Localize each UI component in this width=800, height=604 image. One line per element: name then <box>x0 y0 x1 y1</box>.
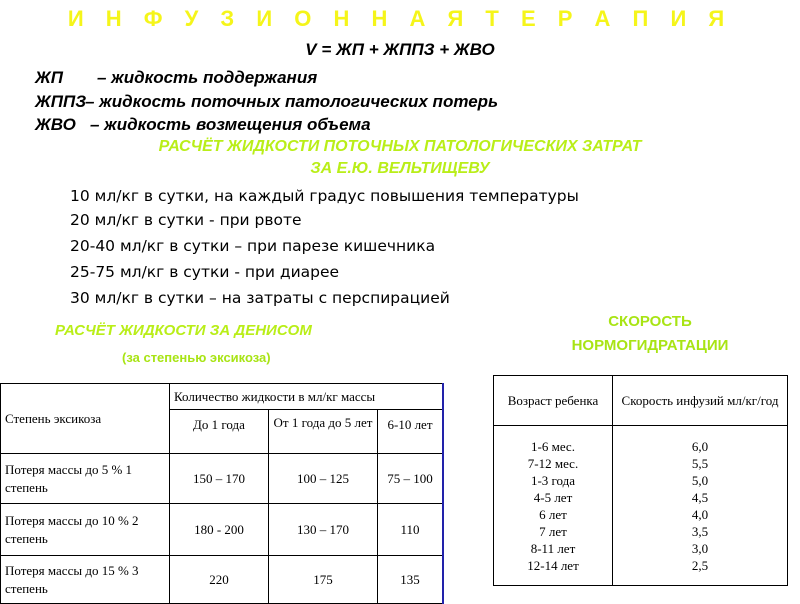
column-header: От 1 года до 5 лет <box>269 410 378 454</box>
veltishchev-heading-line1: РАСЧЁТ ЖИДКОСТИ ПОТОЧНЫХ ПАТОЛОГИЧЕСКИХ ЗАТРАТ <box>158 138 642 155</box>
column-header: До 1 года <box>170 410 269 454</box>
row-label: Потеря массы до 10 % 2 степень <box>1 504 170 556</box>
column-header: 6-10 лет <box>378 410 444 454</box>
veltishchev-heading-line2: ЗА Е.Ю. ВЕЛЬТИЩЕВУ <box>310 160 490 177</box>
definition-text: – жидкость возмещения объема <box>90 115 371 134</box>
rate-item: 2,5 <box>691 557 709 573</box>
table-cell: 220 <box>170 556 269 604</box>
definition-text: – жидкость поддержания <box>97 68 318 87</box>
column-header: Скорость инфузий мл/кг/год <box>613 376 788 426</box>
table-row <box>1 556 444 604</box>
age-list <box>494 426 613 586</box>
rule-item: 20-40 мл/кг в сутки – при парезе кишечника <box>70 237 436 255</box>
age-item: 6 лет <box>539 506 567 522</box>
row-label: Потеря массы до 15 % 3 степень <box>1 556 170 604</box>
rate-item: 5,5 <box>691 455 709 471</box>
rate-item: 3,5 <box>691 523 709 539</box>
page-title: И Н Ф У З И О Н Н А Я Т Е Р А П И Я <box>67 6 733 31</box>
rate-item: 5,0 <box>691 472 709 488</box>
row-label: Потеря массы до 5 % 1 степень <box>1 454 170 504</box>
definition-zhvo <box>35 115 371 135</box>
rate-item: 3,0 <box>691 540 709 556</box>
rate-item: 4,5 <box>691 489 709 505</box>
definition-abbr: ЖППЗ <box>35 92 87 111</box>
rate-item: 6,0 <box>691 438 709 454</box>
age-item: 12-14 лет <box>527 557 579 573</box>
denis-heading: РАСЧЁТ ЖИДКОСТИ ЗА ДЕНИСОМ <box>55 322 312 339</box>
rule-item: 25-75 мл/кг в сутки - при диарее <box>70 263 340 281</box>
age-item: 1-3 года <box>530 472 576 488</box>
denis-subheading: (за степенью эксикоза) <box>122 350 271 365</box>
table-cell: 100 – 125 <box>269 454 378 504</box>
age-item: 8-11 лет <box>530 540 576 556</box>
row-header: Степень эксикоза <box>1 384 170 454</box>
table-cell: 150 – 170 <box>170 454 269 504</box>
table-cell: 130 – 170 <box>269 504 378 556</box>
table-cell: 175 <box>269 556 378 604</box>
definition-abbr: ЖВО <box>35 115 76 134</box>
group-header: Количество жидкости в мл/кг массы <box>170 384 444 410</box>
denis-table <box>0 383 444 604</box>
table-row <box>1 504 444 556</box>
definition-abbr: ЖП <box>35 68 63 87</box>
definition-zhp <box>35 68 317 88</box>
age-item: 7 лет <box>539 523 567 539</box>
rule-item: 30 мл/кг в сутки – на затраты с перспирацией <box>70 289 450 307</box>
definition-zhppz <box>35 92 498 112</box>
age-item: 7-12 мес. <box>527 455 579 471</box>
rule-item: 20 мл/кг в сутки - при рвоте <box>70 211 302 229</box>
formula: V = ЖП + ЖППЗ + ЖВО <box>305 40 495 59</box>
table-cell: 110 <box>378 504 444 556</box>
rate-item: 4,0 <box>691 506 709 522</box>
rate-list <box>613 426 788 586</box>
rehydration-heading-line2: НОРМОГИДРАТАЦИИ <box>571 337 729 354</box>
rehydration-table <box>493 375 788 586</box>
age-item: 1-6 мес. <box>531 438 575 454</box>
column-header: Возраст ребенка <box>494 376 613 426</box>
table-row <box>1 454 444 504</box>
table-cell: 75 – 100 <box>378 454 444 504</box>
rule-item: 10 мл/кг в сутки, на каждый градус повышения температуры <box>70 187 579 205</box>
age-item: 4-5 лет <box>533 489 573 505</box>
table-cell: 135 <box>378 556 444 604</box>
table-cell: 180 - 200 <box>170 504 269 556</box>
rehydration-heading-line1: СКОРОСТЬ <box>608 313 692 330</box>
definition-text: – жидкость поточных патологических потерь <box>85 92 499 111</box>
